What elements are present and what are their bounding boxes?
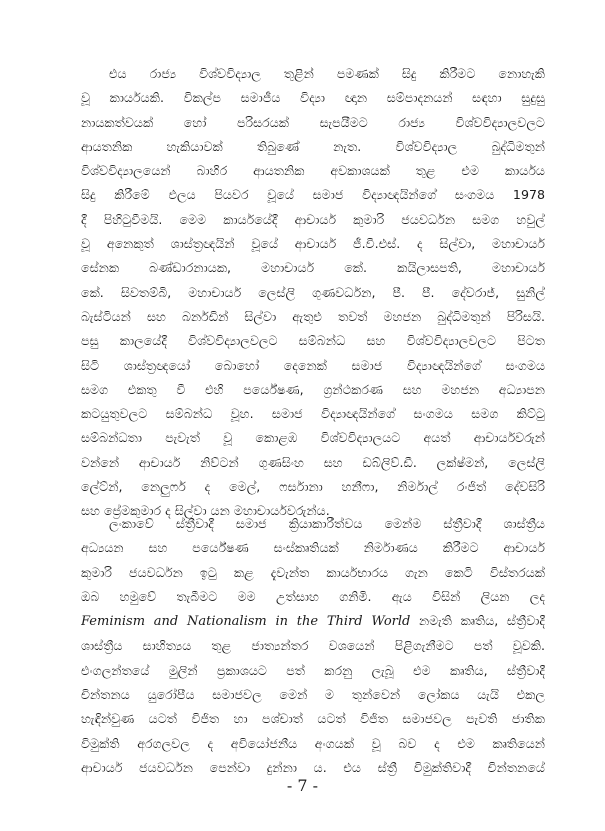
text-line: එංගලන්තයේ මුලින් ප්‍රකාශයට පත් කරනු ලැබූ එම කෘතිය, ස්ත්‍රීවාදී	[81, 662, 545, 678]
text-line: ලේට්න්, නෙලුෆර් ද මෙල්, ෆර්සානා හනීෆා, නිර්මාල් රංජිත් දේවසිරි	[81, 479, 545, 495]
text-line: අධ්‍යයන සහ පර්යේෂණ සංස්කෘතියක් නිර්මාණය කිරීමට ආචාර්ය	[81, 540, 545, 556]
text-line: ශාස්ත්‍රීය සාහිත්‍යය තුළ ජාත්‍යන්තර වශයෙන් පිළිගැනීමට පත් වූවකි.	[81, 638, 545, 654]
text-line: හැඳින්වුණ යටත් විජිත හා පශ්චාත් යටත් විජිත සමාජවල පැවති ජාතික	[81, 711, 545, 727]
text-line: ලංකාවේ ස්ත්‍රීවාදී සමාජ ක්‍රියාකාරීත්වය මෙන්ම ස්ත්‍රීවාදී ශාස්ත්‍රීය	[109, 516, 545, 531]
book-title: Feminism and Nationalism in the Third World	[81, 614, 411, 630]
text-line: ඔබ හමුවේ තැබීමට මම උත්සාහ ගනිමි. ඇය විසින් ලියන ලද	[81, 588, 545, 604]
text-line: නායකත්වයක් හෝ පරිසරයක් සැපයීමට රාජ්‍ය විශ්වවිද්‍යාලවලට	[81, 114, 545, 130]
text-line: සහ ප්‍රේමකුමාර ද සිල්වා යන මහාචාර්යවරුන්ය.	[81, 503, 330, 519]
text-line: විශ්වවිද්‍යාලයෙන් බාහිර ආයතනික අවකාශයක් තුළ එම කාර්යය	[81, 163, 545, 179]
text-line: ආචාර්ය ජයවර්ධන පෙන්වා දුන්නා ය. එය ස්ත්‍රී විමුක්තිවාදී චින්තනයේ	[81, 759, 545, 775]
text-line: සම්බන්ධතා පැවැත් වූ කොළඹ විශ්වවිද්‍යාලයට අයත් ආචාර්යවරුන්	[81, 430, 545, 446]
text-line: චින්තනය යුරෝපීය සමාජවල මෙන් ම තුන්වෙන් ලෝකය යැයි එකල	[81, 687, 545, 703]
text-line: දී පිහිටුවීමයි. මෙම කාර්යයේදී ආචාර්ය කුමාරි ජයවර්ධන සමග හවුල්	[81, 211, 545, 227]
text-line: පසු කාලයේදී විශ්වවිද්‍යාලවලට සම්බන්ධ සහ විශ්වවිද්‍යාලවලට පිටත	[81, 333, 545, 349]
text-line: වූ කාර්යයකි. විකල්ප සමාජීය විද්‍යා ඥාන සම්පාදනයන් සඳහා සුදුසු	[81, 90, 545, 106]
text-line: බැස්ටියන් සහ බර්නඩින් සිල්වා ඇතුළු තවත් මහජන බුද්ධිමතුන් පිරිසයි.	[81, 308, 545, 324]
text-line: එය රාජ්‍ය විශ්වවිද්‍යාල තුළින් පමණක් සිදු කිරීමට නොහැකි	[109, 66, 545, 81]
text-line: කටයුතුවලට සම්බන්ධ වූහ. සමාජ විද්‍යාඥයින්ගේ සංගමය සමග කිට්ටු	[81, 406, 545, 422]
text-line: වන්නේ ආචාර්ය නිව්ටන් ගුණසිංහ සහ ඩබ්ලිව්.ඩී. ලක්ෂ්මන්, ලෙස්ලි	[81, 454, 545, 470]
text-fragment: නමැති කෘතිය, ස්ත්‍රීවාදී	[410, 613, 545, 629]
text-line: වූ අනෙකුත් ශාස්ත්‍රඥයින් වූයේ ආචාර්ය ජී.වී.එස්. ද සිල්වා, මහාචාර්ය	[81, 236, 545, 252]
page-number: - 7 -	[286, 776, 319, 795]
text-line: කේ. සිවතම්බි, මහාචාර්ය ලෙස්ලි ගුණවර්ධන, පී. පී. දේවරාජ්, සුනිල්	[81, 284, 545, 300]
paragraph-1	[81, 62, 545, 524]
text-line: සේනක බණ්ඩාරනායක, මහාචාර්ය කේ. කයිලාසපති, මහාචාර්ය	[81, 260, 545, 276]
paragraph-2	[81, 512, 545, 780]
text-line: ආයතනික හැකියාවක් තිබුණේ නැත. විශ්වවිද්‍යාල බුද්ධිමතුන්	[81, 138, 545, 154]
text-line: කුමාරි ජයවර්ධන ඉටු කළ දැවැන්ත කාර්යභාරය ගැන කෙටි විස්තරයක්	[81, 564, 545, 580]
text-line: සිටි ශාස්ත්‍රඥයෝ බොහෝ දෙනෙක් සමාජ විද්‍යාඥයින්ගේ සංගමය	[81, 357, 545, 373]
text-line: සමග එකතු වී එහි පර්යේෂණ, ග්‍රන්ථකරණ සහ මහජන අධ්‍යාපන	[81, 381, 545, 397]
text-line: සිදු කිරීමේ ඵලය පියවර වූයේ සමාජ විද්‍යාඥයින්ගේ සංගමය 1978	[81, 187, 545, 203]
text-line: විමුක්ති අරගලවල ද අවියෝජනීය අංගයක් වූ බව ද එම කෘතියෙන්	[81, 735, 545, 751]
text-line	[81, 609, 545, 634]
